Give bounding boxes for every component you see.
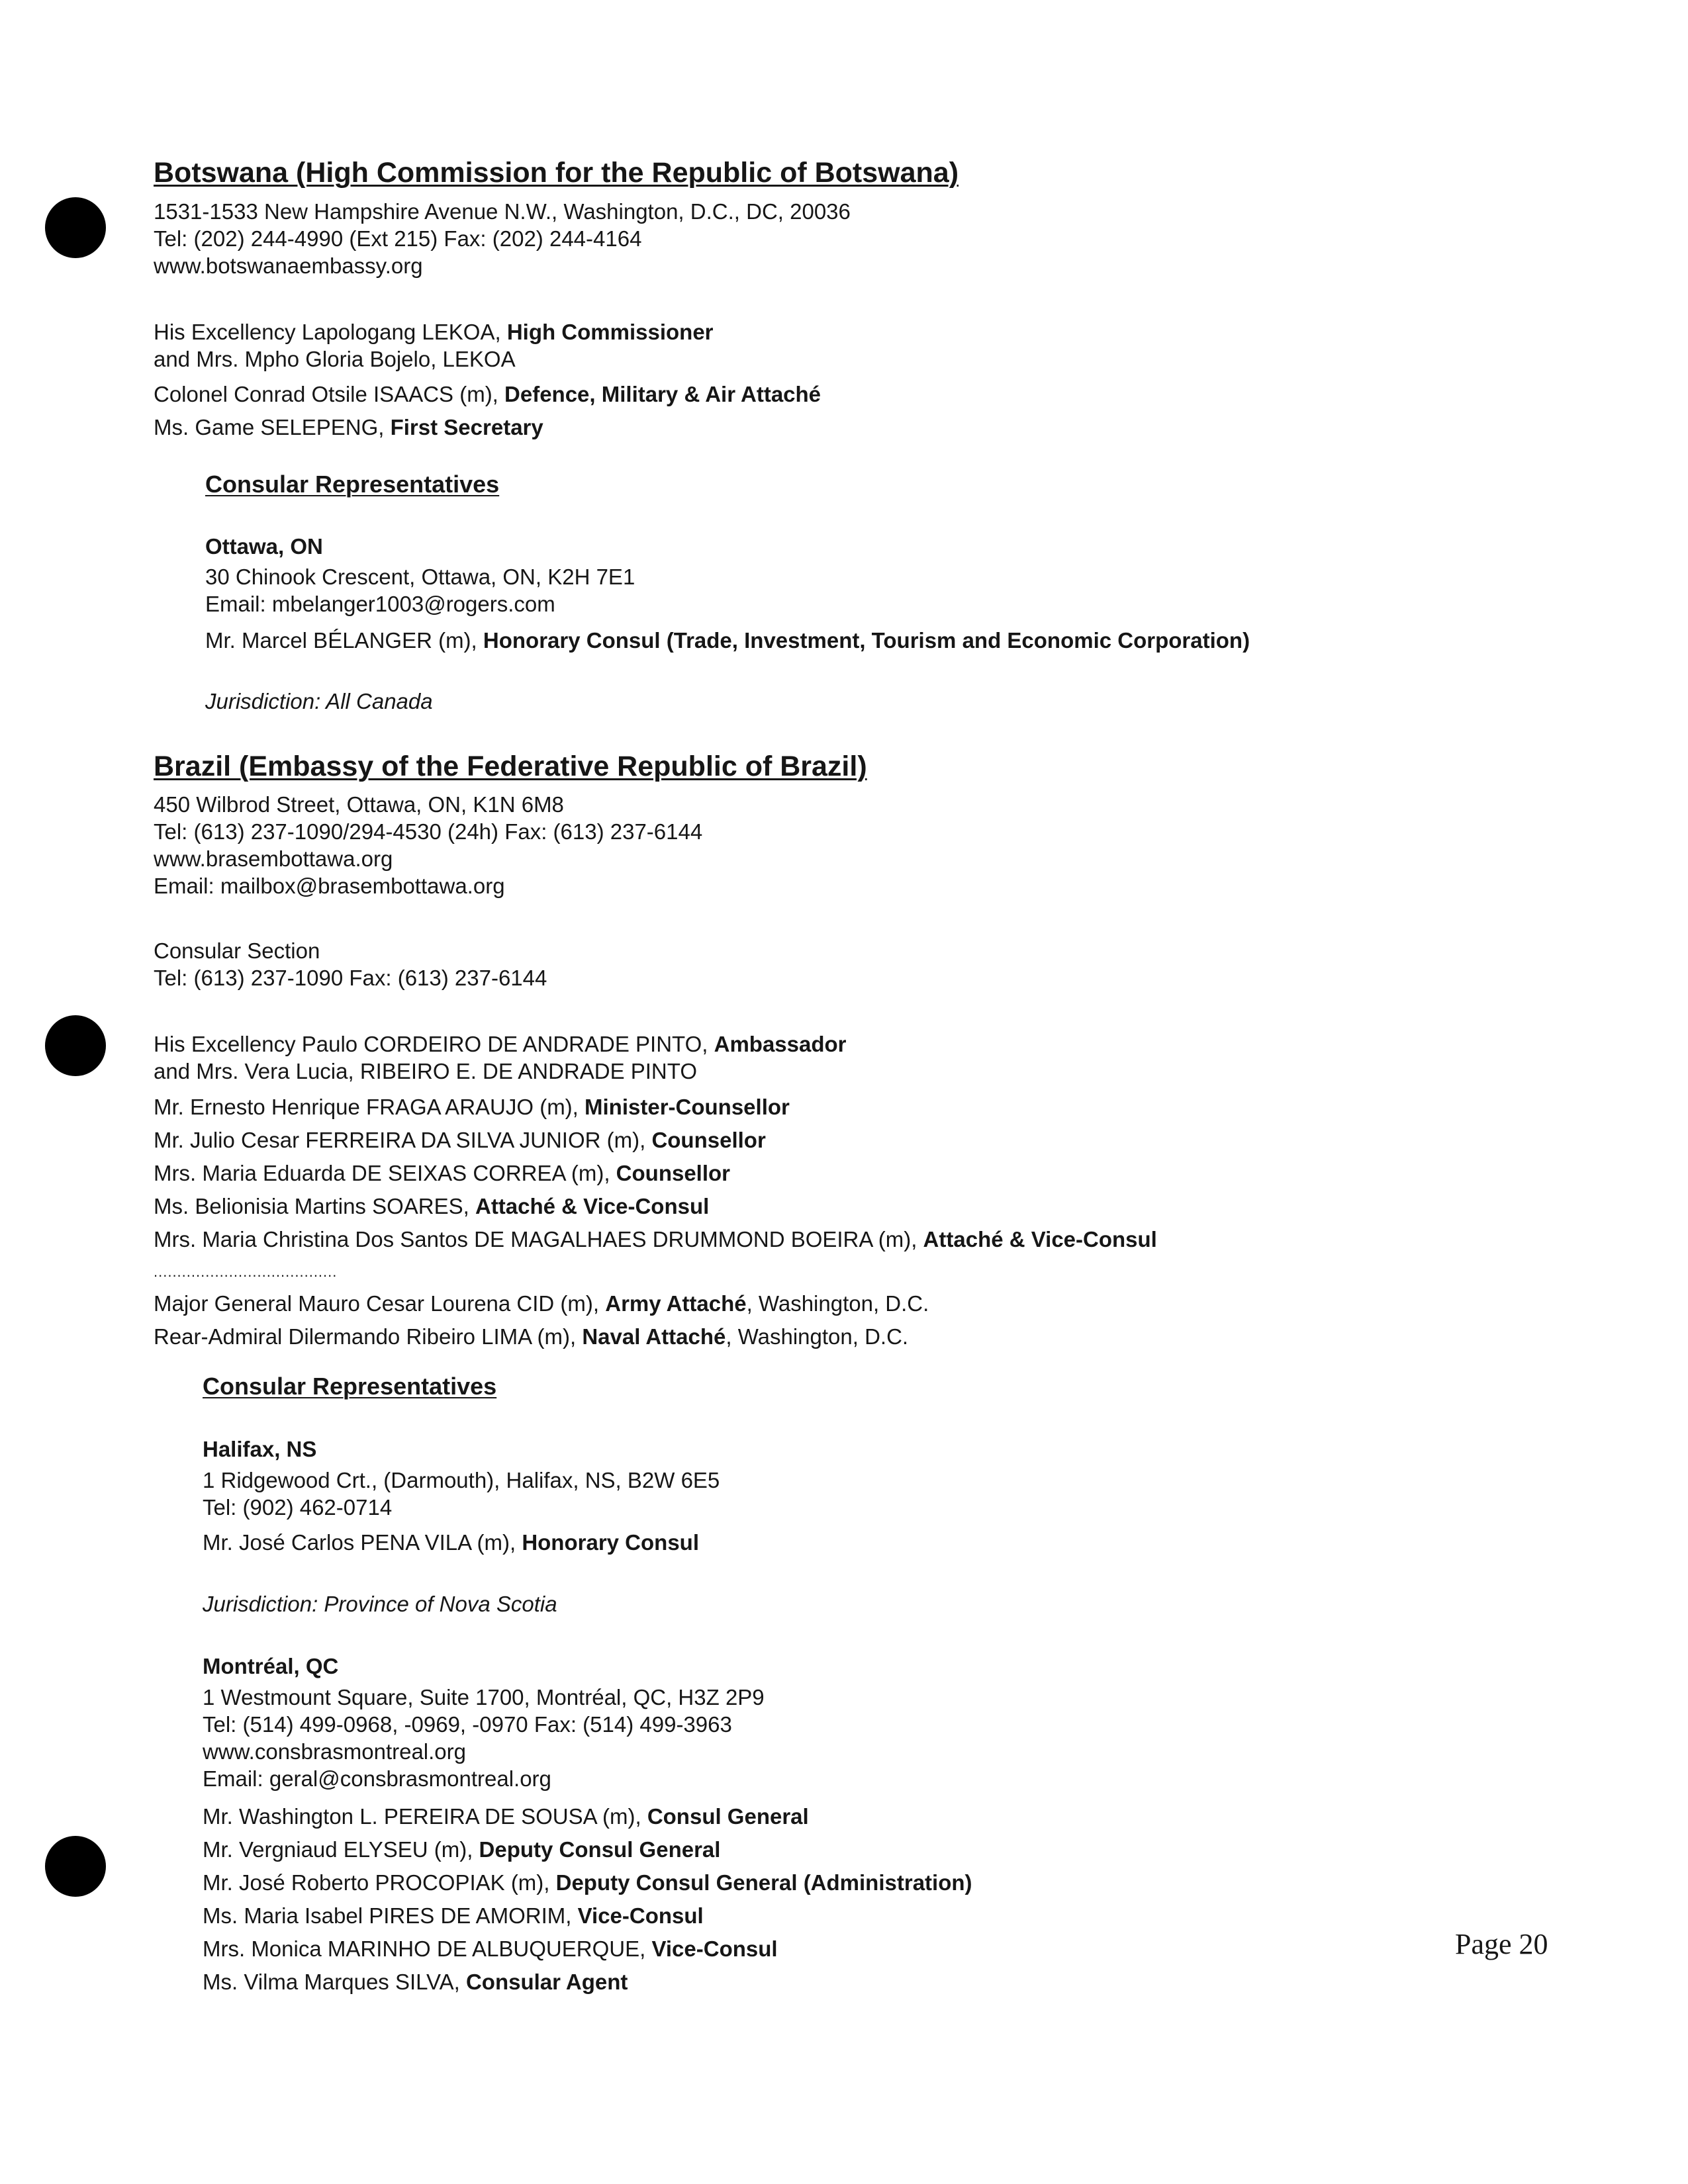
person-title: Counsellor xyxy=(651,1128,766,1152)
person-entry xyxy=(154,414,543,441)
consulate-address: 1 Westmount Square, Suite 1700, Montréal, QC, H3Z 2P9 xyxy=(203,1685,765,1709)
person-entry xyxy=(154,1127,766,1154)
person-entry xyxy=(203,1969,628,1995)
person-entry xyxy=(154,1094,790,1120)
consulate-city: Ottawa, ON xyxy=(205,534,323,559)
brazil-address: 450 Wilbrod Street, Ottawa, ON, K1N 6M8 xyxy=(154,792,564,817)
person-entry xyxy=(154,1291,929,1317)
consulate-address: 1 Ridgewood Crt., (Darmouth), Halifax, NS, B2W 6E5 xyxy=(203,1468,720,1492)
person-title: High Commissioner xyxy=(506,320,714,344)
person-name: Mrs. Maria Christina Dos Santos DE MAGALHAES DRUMMOND BOEIRA (m), xyxy=(154,1227,923,1251)
botswana-tel: Tel: (202) 244-4990 (Ext 215) Fax: (202) 244-4164 xyxy=(154,226,642,251)
person-name: His Excellency Lapologang LEKOA, xyxy=(154,320,507,344)
person-name: Mr. Ernesto Henrique FRAGA ARAUJO (m), xyxy=(154,1095,585,1119)
person-name: Mr. José Carlos PENA VILA (m), xyxy=(203,1530,522,1555)
person-name: and Mrs. Vera Lucia, RIBEIRO E. DE ANDRADE PINTO xyxy=(154,1059,697,1083)
person-title: Vice-Consul xyxy=(651,1936,778,1961)
person-entry xyxy=(154,381,821,408)
person-location: , Washington, D.C. xyxy=(746,1291,929,1316)
person-entry xyxy=(203,1529,699,1556)
person-title: Attaché & Vice-Consul xyxy=(923,1227,1157,1251)
consulate-city: Montréal, QC xyxy=(203,1654,339,1678)
person-name: Rear-Admiral Dilermando Ribeiro LIMA (m), xyxy=(154,1324,583,1349)
punch-hole-middle xyxy=(45,1015,106,1076)
consular-section-label: Consular Section xyxy=(154,938,320,963)
person-entry xyxy=(154,319,714,345)
person-name: Ms. Game SELEPENG, xyxy=(154,415,391,439)
subsection-heading-consular-representatives: Consular Representatives xyxy=(205,471,500,498)
subsection-heading-consular-representatives: Consular Representatives xyxy=(203,1373,497,1400)
person-name: Mrs. Monica MARINHO DE ALBUQUERQUE, xyxy=(203,1936,652,1961)
person-location: , Washington, D.C. xyxy=(726,1324,909,1349)
person-name: Mr. José Roberto PROCOPIAK (m), xyxy=(203,1870,556,1895)
person-entry xyxy=(154,1031,847,1058)
botswana-address: 1531-1533 New Hampshire Avenue N.W., Washington, D.C., DC, 20036 xyxy=(154,199,851,224)
person-title: First Secretary xyxy=(390,415,543,439)
person-entry xyxy=(154,1226,1157,1253)
consulate-tel: Tel: (902) 462-0714 xyxy=(203,1495,393,1520)
person-title: Consul General xyxy=(647,1804,809,1829)
person-name: Major General Mauro Cesar Lourena CID (m), xyxy=(154,1291,606,1316)
person-title: Ambassador xyxy=(714,1032,847,1056)
person-name: Mr. Washington L. PEREIRA DE SOUSA (m), xyxy=(203,1804,647,1829)
consulate-email: Email: geral@consbrasmontreal.org xyxy=(203,1766,551,1791)
person-entry xyxy=(154,346,516,373)
person-name: Ms. Maria Isabel PIRES DE AMORIM, xyxy=(203,1903,578,1928)
brazil-website: www.brasembottawa.org xyxy=(154,846,393,871)
person-title: Naval Attaché xyxy=(582,1324,726,1349)
person-name: Mr. Julio Cesar FERREIRA DA SILVA JUNIOR (m), xyxy=(154,1128,652,1152)
person-name: and Mrs. Mpho Gloria Bojelo, LEKOA xyxy=(154,347,516,371)
person-title: Counsellor xyxy=(616,1161,731,1185)
person-title: Consular Agent xyxy=(465,1970,628,1994)
person-name: Colonel Conrad Otsile ISAACS (m), xyxy=(154,382,505,406)
person-name: Ms. Belionisia Martins SOARES, xyxy=(154,1194,475,1218)
brazil-tel: Tel: (613) 237-1090/294-4530 (24h) Fax: (613) 237-6144 xyxy=(154,819,703,844)
person-entry xyxy=(203,1903,704,1929)
person-title: Deputy Consul General (Administration) xyxy=(555,1870,972,1895)
section-heading-brazil: Brazil (Embassy of the Federative Republic of Brazil) xyxy=(154,751,867,782)
person-entry xyxy=(154,1160,730,1187)
consulate-tel: Tel: (514) 499-0968, -0969, -0970 Fax: (514) 499-3963 xyxy=(203,1712,732,1737)
consulate-email: Email: mbelanger1003@rogers.com xyxy=(205,592,555,616)
consulate-city: Halifax, NS xyxy=(203,1437,317,1461)
consular-section-tel: Tel: (613) 237-1090 Fax: (613) 237-6144 xyxy=(154,966,547,990)
botswana-website: www.botswanaembassy.org xyxy=(154,253,423,278)
person-entry xyxy=(205,627,1250,654)
person-entry xyxy=(203,1837,720,1863)
dotted-separator: ....................................... xyxy=(154,1263,338,1280)
person-title: Army Attaché xyxy=(605,1291,747,1316)
person-title: Honorary Consul (Trade, Investment, Tourism and Economic Corporation) xyxy=(483,628,1250,653)
person-name: His Excellency Paulo CORDEIRO DE ANDRADE PINTO, xyxy=(154,1032,714,1056)
person-name: Mrs. Maria Eduarda DE SEIXAS CORREA (m), xyxy=(154,1161,616,1185)
brazil-email: Email: mailbox@brasembottawa.org xyxy=(154,874,505,898)
person-entry xyxy=(154,1058,697,1085)
person-title: Vice-Consul xyxy=(577,1903,704,1928)
consulate-jurisdiction: Jurisdiction: Province of Nova Scotia xyxy=(203,1592,557,1616)
person-title: Defence, Military & Air Attaché xyxy=(504,382,821,406)
person-title: Attaché & Vice-Consul xyxy=(475,1194,710,1218)
person-title: Honorary Consul xyxy=(522,1530,700,1555)
person-name: Ms. Vilma Marques SILVA, xyxy=(203,1970,466,1994)
person-name: Mr. Marcel BÉLANGER (m), xyxy=(205,628,483,653)
person-title: Minister-Counsellor xyxy=(585,1095,790,1119)
person-entry xyxy=(154,1193,709,1220)
person-name: Mr. Vergniaud ELYSEU (m), xyxy=(203,1837,479,1862)
page-number: Page 20 xyxy=(1455,1928,1548,1960)
person-entry xyxy=(154,1324,908,1350)
consulate-jurisdiction: Jurisdiction: All Canada xyxy=(205,689,433,713)
person-entry xyxy=(203,1870,972,1896)
section-heading-botswana: Botswana (High Commission for the Republic of Botswana) xyxy=(154,157,959,189)
consulate-address: 30 Chinook Crescent, Ottawa, ON, K2H 7E1 xyxy=(205,565,635,589)
person-entry xyxy=(203,1936,778,1962)
person-entry xyxy=(203,1803,809,1830)
consulate-website: www.consbrasmontreal.org xyxy=(203,1739,466,1764)
person-title: Deputy Consul General xyxy=(479,1837,721,1862)
punch-hole-bottom xyxy=(45,1836,106,1897)
punch-hole-top xyxy=(45,197,106,258)
